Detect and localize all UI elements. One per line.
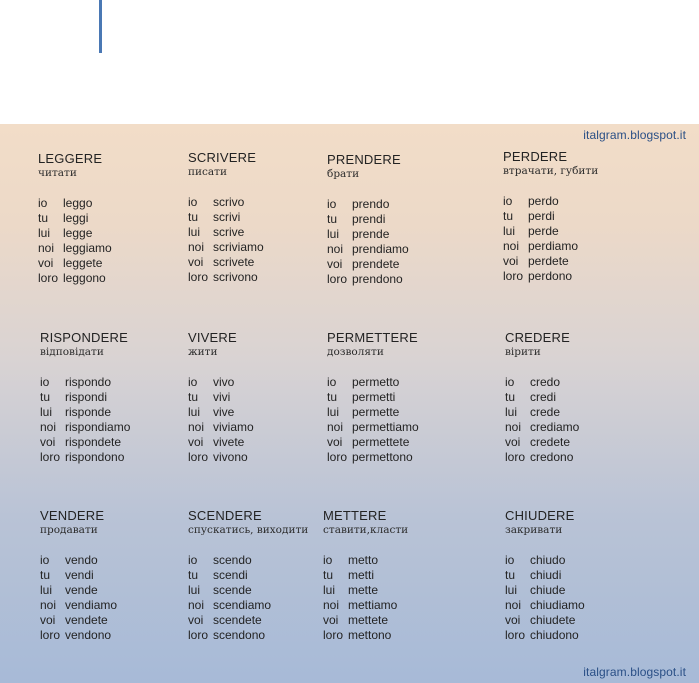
conjugation-row: [327, 420, 419, 435]
verb-form: prende: [352, 227, 390, 241]
verb-infinitive: PERMETTERE: [327, 330, 418, 345]
verb-form: leggi: [63, 211, 89, 225]
pronoun: tu: [327, 390, 338, 404]
conjugation-row: [40, 613, 117, 628]
verb-infinitive: SCRIVERE: [188, 150, 257, 165]
pronoun: voi: [323, 613, 339, 627]
verb-form: vendono: [65, 628, 112, 642]
pronoun: io: [188, 195, 198, 209]
conjugation-row: [188, 435, 254, 450]
verb-form: vendi: [65, 568, 94, 582]
verb-form: scende: [213, 583, 252, 597]
verb-block-prendere: [327, 152, 409, 287]
pronoun: tu: [38, 211, 49, 225]
verb-form: risponde: [65, 405, 112, 419]
verb-form: rispondete: [65, 435, 122, 449]
pronoun: voi: [40, 435, 56, 449]
conjugation-row: [38, 271, 112, 286]
text-cursor-bar: [99, 0, 102, 53]
verb-form: mettono: [348, 628, 392, 642]
verb-form: metto: [348, 553, 379, 567]
verb-form: chiudono: [530, 628, 579, 642]
conjugation-row: [323, 583, 408, 598]
verb-infinitive: PERDERE: [503, 149, 568, 164]
verb-translation: жити: [188, 346, 218, 358]
pronoun: tu: [505, 568, 516, 582]
conjugation-row: [505, 375, 579, 390]
verb-form: scrivo: [213, 195, 245, 209]
verb-form: crediamo: [530, 420, 580, 434]
verb-infinitive: LEGGERE: [38, 151, 103, 166]
conjugation-row: [323, 568, 408, 583]
pronoun: voi: [327, 257, 343, 271]
conjugation-row: [188, 568, 308, 583]
conjugation-list: [503, 194, 598, 284]
verb-form: scrivono: [213, 270, 258, 284]
verb-form: rispondono: [65, 450, 125, 464]
verb-infinitive: SCENDERE: [188, 508, 262, 523]
conjugation-row: [327, 435, 419, 450]
pronoun: voi: [188, 435, 204, 449]
verb-form: permette: [352, 405, 400, 419]
verb-form: vivete: [213, 435, 245, 449]
verb-form: vive: [213, 405, 235, 419]
conjugation-row: [188, 390, 254, 405]
conjugation-list: [38, 196, 112, 286]
verb-form: vivo: [213, 375, 235, 389]
verb-form: permetto: [352, 375, 400, 389]
pronoun: io: [38, 196, 48, 210]
verb-form: chiudi: [530, 568, 562, 582]
verb-form: permetti: [352, 390, 396, 404]
conjugation-list: [188, 195, 264, 285]
pronoun: io: [503, 194, 513, 208]
conjugation-row: [188, 195, 264, 210]
verb-form: viviamo: [213, 420, 254, 434]
verb-form: mettete: [348, 613, 389, 627]
verb-form: vendiamo: [65, 598, 118, 612]
pronoun: lui: [188, 405, 201, 419]
conjugation-row: [38, 196, 112, 211]
verb-block-leggere: [38, 151, 112, 286]
verb-form: scendi: [213, 568, 248, 582]
verb-form: permettete: [352, 435, 410, 449]
pronoun: voi: [505, 435, 521, 449]
verb-form: credo: [530, 375, 561, 389]
conjugation-row: [38, 211, 112, 226]
verb-form: leggo: [63, 196, 93, 210]
conjugation-row: [503, 224, 598, 239]
conjugation-list: [327, 375, 419, 465]
conjugation-row: [188, 628, 308, 643]
pronoun: tu: [503, 209, 514, 223]
verb-translation: спускатись, виходити: [188, 524, 309, 536]
conjugation-list: [40, 553, 117, 643]
pronoun: noi: [188, 240, 205, 254]
verb-form: chiudete: [530, 613, 576, 627]
pronoun: noi: [503, 239, 520, 253]
pronoun: io: [505, 553, 515, 567]
pronoun: voi: [40, 613, 56, 627]
conjugation-row: [188, 225, 264, 240]
verb-form: leggete: [63, 256, 103, 270]
conjugation-row: [505, 628, 585, 643]
pronoun: io: [327, 197, 337, 211]
conjugation-row: [503, 269, 598, 284]
conjugation-row: [503, 209, 598, 224]
pronoun: noi: [505, 598, 522, 612]
verb-form: perdono: [528, 269, 573, 283]
verb-block-vendere: [40, 508, 117, 643]
verb-form: scriviamo: [213, 240, 264, 254]
conjugation-row: [188, 598, 308, 613]
conjugation-row: [40, 420, 130, 435]
pronoun: noi: [188, 598, 205, 612]
pronoun: io: [323, 553, 333, 567]
pronoun: io: [327, 375, 337, 389]
verb-block-permettere: [327, 330, 419, 465]
verb-infinitive: VIVERE: [188, 330, 237, 345]
pronoun: voi: [38, 256, 54, 270]
conjugation-row: [505, 450, 579, 465]
verb-translation: відповідати: [40, 346, 104, 358]
verb-form: vendete: [65, 613, 108, 627]
conjugation-row: [505, 405, 579, 420]
conjugation-row: [327, 272, 409, 287]
pronoun: lui: [188, 583, 201, 597]
pronoun: tu: [327, 212, 338, 226]
conjugation-row: [188, 255, 264, 270]
verb-form: leggono: [63, 271, 106, 285]
pronoun: loro: [327, 450, 348, 464]
verb-form: perde: [528, 224, 559, 238]
verb-translation: дозволяти: [327, 346, 384, 358]
conjugation-row: [188, 450, 254, 465]
verb-block-mettere: [323, 508, 408, 643]
pronoun: io: [188, 553, 198, 567]
conjugation-row: [505, 583, 585, 598]
conjugation-row: [327, 450, 419, 465]
verb-block-chiudere: [505, 508, 585, 643]
conjugation-row: [505, 435, 579, 450]
verb-infinitive: CREDERE: [505, 330, 570, 345]
verb-form: scrivete: [213, 255, 255, 269]
verb-form: prendi: [352, 212, 386, 226]
conjugation-row: [327, 212, 409, 227]
conjugation-row: [40, 628, 117, 643]
verb-translation: ставити,класти: [323, 524, 409, 536]
verb-form: vende: [65, 583, 98, 597]
pronoun: lui: [505, 583, 518, 597]
pronoun: voi: [505, 613, 521, 627]
pronoun: lui: [503, 224, 516, 238]
conjugation-row: [503, 254, 598, 269]
conjugation-row: [188, 405, 254, 420]
conjugation-list: [188, 553, 308, 643]
pronoun: loro: [40, 450, 61, 464]
verb-block-perdere: [503, 149, 598, 284]
conjugation-row: [505, 420, 579, 435]
verb-form: scendo: [213, 553, 252, 567]
conjugation-row: [505, 553, 585, 568]
verb-form: chiudiamo: [530, 598, 585, 612]
conjugation-row: [327, 242, 409, 257]
conjugation-row: [40, 435, 130, 450]
conjugation-row: [327, 197, 409, 212]
verb-form: credete: [530, 435, 571, 449]
verb-form: mette: [348, 583, 379, 597]
pronoun: tu: [323, 568, 334, 582]
pronoun: voi: [188, 255, 204, 269]
conjugation-row: [40, 375, 130, 390]
pronoun: tu: [188, 210, 199, 224]
pronoun: loro: [327, 272, 348, 286]
pronoun: noi: [323, 598, 340, 612]
verb-infinitive: METTERE: [323, 508, 387, 523]
verb-form: crede: [530, 405, 561, 419]
verb-form: prendete: [352, 257, 400, 271]
pronoun: lui: [188, 225, 201, 239]
conjugation-row: [40, 390, 130, 405]
pronoun: lui: [40, 405, 53, 419]
pronoun: tu: [188, 390, 199, 404]
pronoun: lui: [40, 583, 53, 597]
verb-form: perdiamo: [528, 239, 579, 253]
pronoun: io: [40, 375, 50, 389]
conjugation-list: [323, 553, 408, 643]
conjugation-row: [503, 239, 598, 254]
pronoun: noi: [327, 242, 344, 256]
watermark-bottom: italgram.blogspot.it: [583, 665, 686, 679]
pronoun: lui: [327, 405, 340, 419]
pronoun: loro: [505, 450, 526, 464]
pronoun: noi: [40, 420, 57, 434]
conjugation-row: [40, 583, 117, 598]
conjugation-row: [323, 598, 408, 613]
verb-translation: втрачати, губити: [503, 165, 599, 177]
conjugation-row: [188, 270, 264, 285]
verb-form: scendono: [213, 628, 266, 642]
pronoun: io: [188, 375, 198, 389]
pronoun: tu: [40, 390, 51, 404]
conjugation-list: [505, 375, 579, 465]
verb-infinitive: RISPONDERE: [40, 330, 128, 345]
verb-form: vendo: [65, 553, 98, 567]
conjugation-row: [40, 568, 117, 583]
conjugation-row: [40, 553, 117, 568]
conjugation-chart: [0, 124, 699, 683]
conjugation-row: [188, 210, 264, 225]
verb-translation: брати: [327, 168, 360, 180]
conjugation-row: [40, 450, 130, 465]
verb-form: scendete: [213, 613, 262, 627]
pronoun: lui: [327, 227, 340, 241]
conjugation-row: [505, 598, 585, 613]
pronoun: loro: [38, 271, 59, 285]
verb-form: chiude: [530, 583, 566, 597]
conjugation-row: [327, 227, 409, 242]
verb-form: rispondi: [65, 390, 108, 404]
verb-form: credi: [530, 390, 557, 404]
verb-translation: писати: [188, 166, 227, 178]
conjugation-row: [323, 553, 408, 568]
conjugation-row: [327, 390, 419, 405]
pronoun: voi: [503, 254, 519, 268]
pronoun: lui: [323, 583, 336, 597]
conjugation-row: [188, 420, 254, 435]
conjugation-list: [188, 375, 254, 465]
conjugation-row: [323, 628, 408, 643]
pronoun: loro: [40, 628, 61, 642]
verb-form: perdo: [528, 194, 559, 208]
verb-block-credere: [505, 330, 579, 465]
watermark-top: italgram.blogspot.it: [583, 128, 686, 142]
pronoun: lui: [505, 405, 518, 419]
conjugation-row: [38, 226, 112, 241]
verb-form: prendono: [352, 272, 403, 286]
conjugation-list: [327, 197, 409, 287]
verb-block-scrivere: [188, 150, 264, 285]
conjugation-row: [505, 613, 585, 628]
pronoun: io: [505, 375, 515, 389]
verb-block-scendere: [188, 508, 308, 643]
verb-form: chiudo: [530, 553, 566, 567]
verb-block-vivere: [188, 330, 254, 465]
verb-form: vivono: [213, 450, 248, 464]
conjugation-row: [40, 405, 130, 420]
verb-translation: читати: [38, 167, 77, 179]
conjugation-row: [38, 256, 112, 271]
verb-form: mettiamo: [348, 598, 398, 612]
pronoun: noi: [327, 420, 344, 434]
verb-infinitive: VENDERE: [40, 508, 105, 523]
conjugation-row: [505, 390, 579, 405]
verb-form: scrive: [213, 225, 245, 239]
conjugation-row: [327, 375, 419, 390]
verb-form: permettono: [352, 450, 413, 464]
verb-translation: продавати: [40, 524, 98, 536]
conjugation-row: [505, 568, 585, 583]
pronoun: loro: [188, 450, 209, 464]
verb-form: credono: [530, 450, 574, 464]
verb-translation: закривати: [505, 524, 563, 536]
conjugation-row: [327, 257, 409, 272]
conjugation-row: [323, 613, 408, 628]
conjugation-row: [40, 598, 117, 613]
verb-infinitive: CHIUDERE: [505, 508, 575, 523]
conjugation-row: [188, 240, 264, 255]
verb-form: vivi: [213, 390, 231, 404]
pronoun: noi: [188, 420, 205, 434]
verb-form: rispondiamo: [65, 420, 131, 434]
conjugation-row: [38, 241, 112, 256]
pronoun: noi: [40, 598, 57, 612]
verb-form: scrivi: [213, 210, 241, 224]
pronoun: loro: [503, 269, 524, 283]
conjugation-list: [505, 553, 585, 643]
pronoun: voi: [327, 435, 343, 449]
pronoun: tu: [40, 568, 51, 582]
pronoun: tu: [188, 568, 199, 582]
verb-form: legge: [63, 226, 93, 240]
conjugation-row: [327, 405, 419, 420]
pronoun: io: [40, 553, 50, 567]
conjugation-row: [188, 613, 308, 628]
conjugation-row: [503, 194, 598, 209]
verb-block-rispondere: [40, 330, 130, 465]
conjugation-row: [188, 375, 254, 390]
pronoun: tu: [505, 390, 516, 404]
verb-form: leggiamo: [63, 241, 112, 255]
verb-infinitive: PRENDERE: [327, 152, 401, 167]
pronoun: loro: [188, 270, 209, 284]
pronoun: loro: [323, 628, 344, 642]
conjugation-row: [188, 553, 308, 568]
pronoun: noi: [38, 241, 55, 255]
pronoun: lui: [38, 226, 51, 240]
verb-form: perdete: [528, 254, 569, 268]
verb-form: prendiamo: [352, 242, 409, 256]
conjugation-list: [40, 375, 130, 465]
verb-form: permettiamo: [352, 420, 419, 434]
verb-translation: вірити: [505, 346, 541, 358]
verb-form: metti: [348, 568, 375, 582]
conjugation-row: [188, 583, 308, 598]
pronoun: voi: [188, 613, 204, 627]
pronoun: loro: [505, 628, 526, 642]
pronoun: noi: [505, 420, 522, 434]
verb-form: scendiamo: [213, 598, 272, 612]
verb-form: prendo: [352, 197, 390, 211]
verb-form: perdi: [528, 209, 555, 223]
pronoun: loro: [188, 628, 209, 642]
verb-form: rispondo: [65, 375, 112, 389]
